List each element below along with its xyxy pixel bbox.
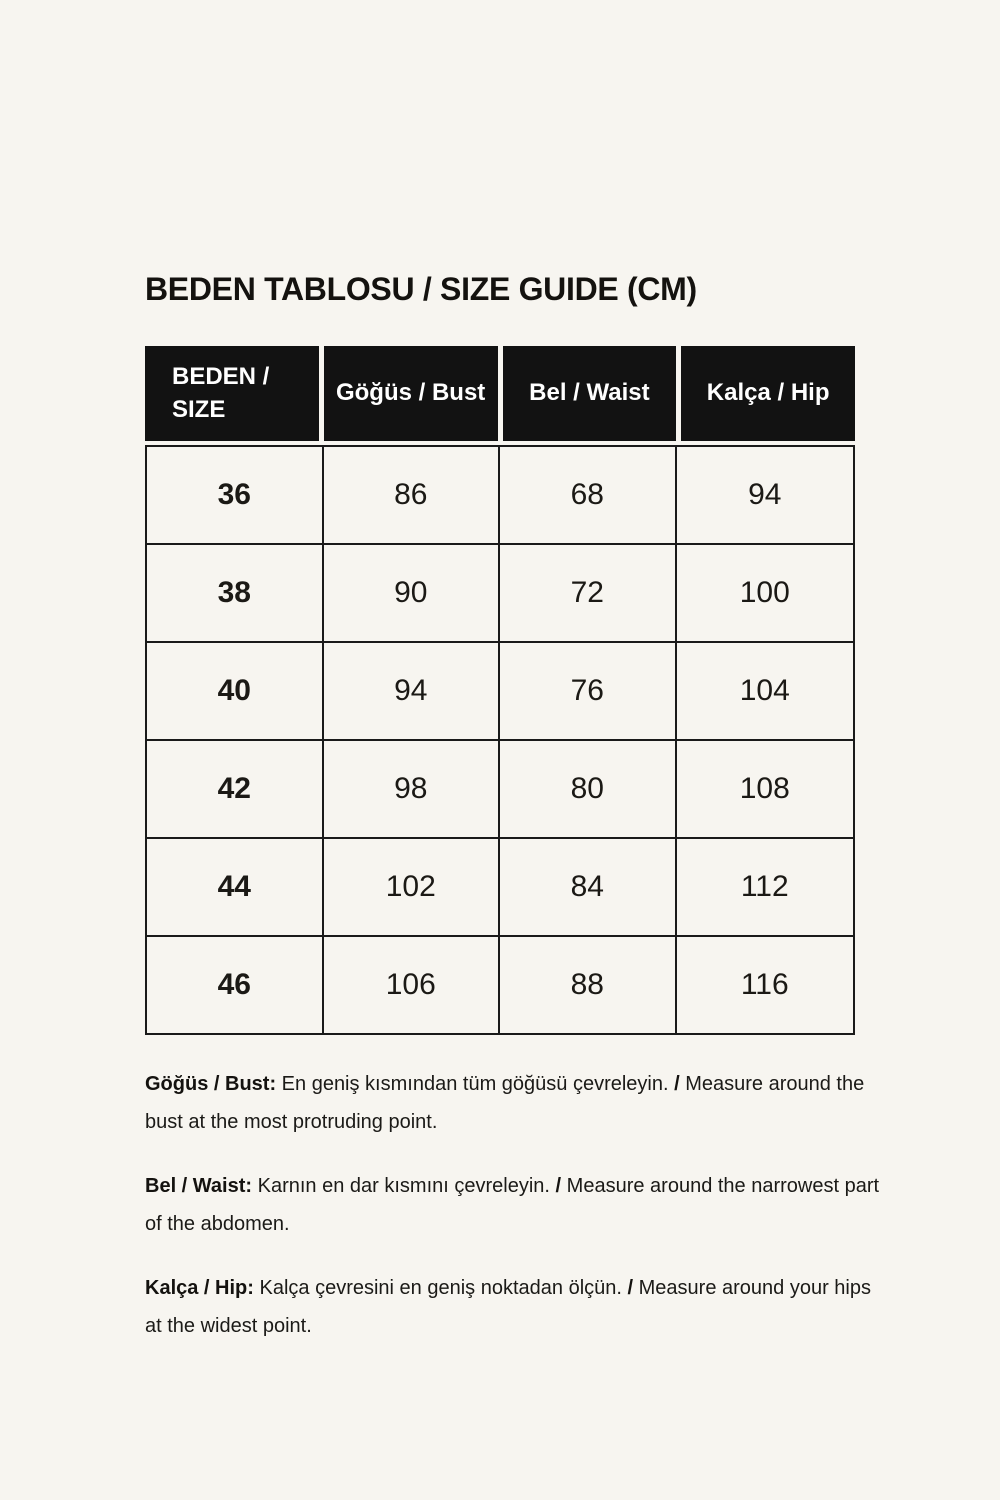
cell-waist: 88 [500, 937, 677, 1033]
size-table-body [145, 445, 855, 1035]
size-guide-page [145, 0, 880, 1345]
note-waist-turkish: Karnın en dar kısmını çevreleyin. [257, 1175, 550, 1197]
header-cell-waist: Bel / Waist [503, 346, 677, 441]
note-hip-separator: / [627, 1277, 634, 1299]
cell-hip: 100 [677, 545, 854, 643]
note-waist-separator: / [555, 1175, 562, 1197]
cell-bust: 94 [324, 643, 501, 741]
note-bust-turkish: En geniş kısmından tüm göğüsü çevreleyin. [281, 1073, 669, 1095]
cell-waist: 84 [500, 839, 677, 937]
header-cell-size: BEDEN / SIZE [145, 346, 319, 441]
note-hip-label: Kalça / Hip: [145, 1277, 254, 1299]
header-cell-bust: Göğüs / Bust [324, 346, 498, 441]
note-hip-english: Measure around your hips at the widest point. [145, 1277, 871, 1337]
cell-hip: 94 [677, 447, 854, 545]
note-bust [145, 1065, 880, 1141]
cell-waist: 72 [500, 545, 677, 643]
note-bust-separator: / [674, 1073, 680, 1095]
cell-hip: 116 [740, 968, 789, 1001]
cell-bust: 98 [324, 741, 501, 839]
cell-waist: 80 [500, 741, 677, 839]
cell-size: 40 [147, 643, 324, 741]
cell-bust: 90 [324, 545, 501, 643]
note-bust-english: Measure around the bust at the most protruding point. [145, 1073, 865, 1133]
note-waist-label: Bel / Waist: [145, 1175, 253, 1197]
cell-bust: 106 [324, 937, 501, 1033]
note-hip [145, 1269, 880, 1345]
cell-waist: 68 [500, 447, 677, 545]
cell-size: 36 [147, 447, 324, 545]
cell-hip: 108 [677, 741, 854, 839]
note-waist-english: Measure around the narrowest part of the abdomen. [145, 1175, 880, 1235]
cell-bust: 86 [324, 447, 501, 545]
cell-size: 42 [147, 741, 324, 839]
cell-size: 38 [147, 545, 324, 643]
header-cell-hip: Kalça / Hip [681, 346, 855, 441]
page-title: BEDEN TABLOSU / SIZE GUIDE (CM) [145, 271, 697, 307]
note-bust-label: Göğüs / Bust: [145, 1073, 277, 1095]
note-hip-turkish: Kalça çevresini en geniş noktadan ölçün. [259, 1277, 622, 1299]
size-table [145, 346, 855, 1035]
cell-hip: 104 [677, 643, 854, 741]
note-waist [145, 1167, 880, 1243]
size-table-header-row [145, 346, 855, 441]
cell-bust: 102 [324, 839, 501, 937]
measurement-notes [145, 1065, 880, 1345]
cell-size: 46 [147, 937, 324, 1033]
cell-waist: 76 [500, 643, 677, 741]
cell-size: 44 [147, 839, 324, 937]
cell-hip: 112 [677, 839, 854, 937]
